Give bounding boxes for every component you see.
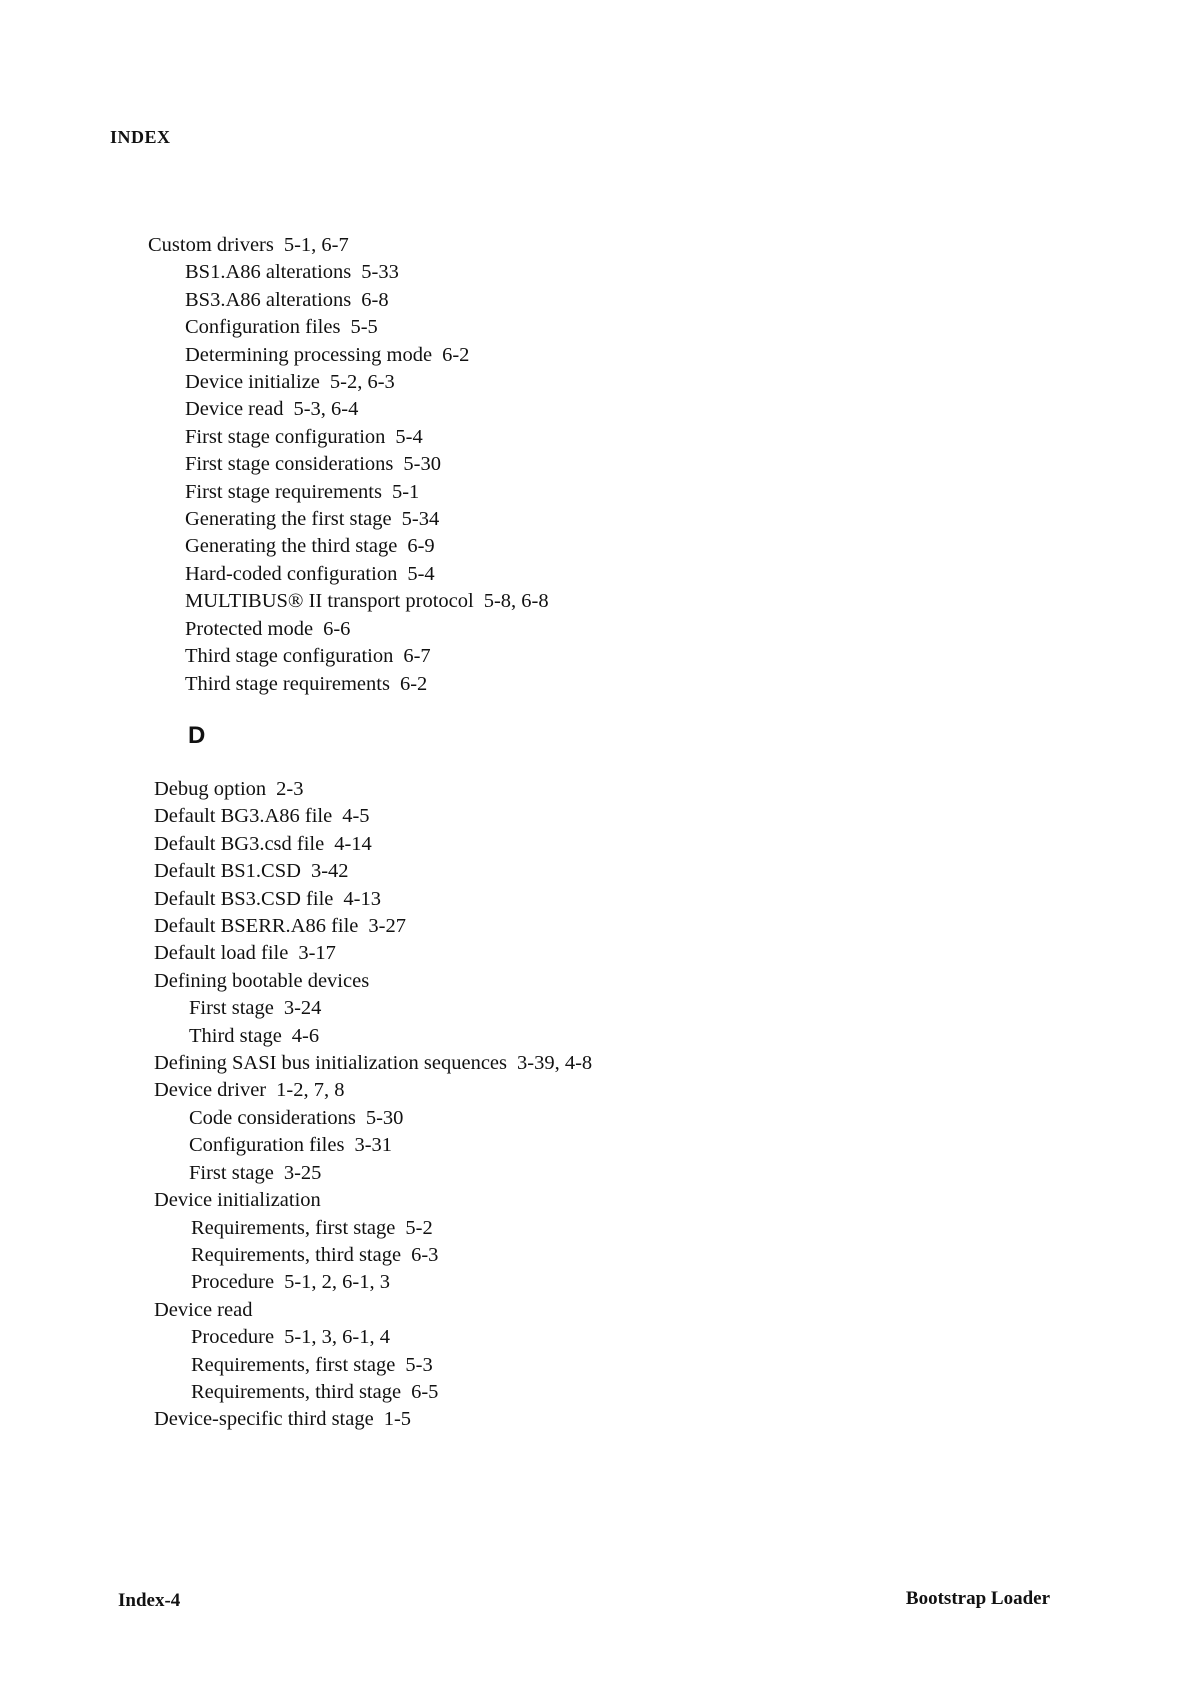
index-page-refs: 5-30	[403, 453, 441, 476]
index-page-refs: 5-3	[405, 1353, 433, 1376]
index-subentry	[148, 561, 549, 588]
index-page-refs: 5-1	[391, 480, 420, 503]
index-term: First stage	[189, 1161, 274, 1184]
index-term: Configuration files	[189, 1134, 345, 1157]
index-term: Device-specific third stage	[154, 1408, 374, 1431]
index-term: Default load file	[154, 942, 289, 965]
index-term: Device read	[185, 398, 284, 421]
index-entry	[154, 776, 592, 803]
index-term: First stage requirements	[185, 480, 382, 503]
index-term: Debug option	[154, 778, 267, 800]
index-term: First stage	[189, 997, 274, 1020]
index-entry	[154, 968, 592, 995]
section-letter-d: D	[188, 722, 206, 749]
index-subentry	[148, 259, 549, 286]
index-subentry	[148, 479, 549, 506]
index-page-refs: 5-1, 6-7	[283, 234, 349, 256]
index-page-refs: 4-5	[342, 805, 370, 828]
index-term: Generating the first stage	[185, 508, 392, 531]
index-term: Defining bootable devices	[154, 969, 370, 992]
index-page-refs: 5-4	[407, 562, 435, 585]
index-page-refs: 4-14	[334, 832, 372, 855]
index-subentry	[154, 1105, 592, 1132]
index-page-refs: 6-2	[442, 343, 470, 366]
page-number: Index-4	[118, 1590, 181, 1611]
index-subentry	[154, 995, 592, 1022]
index-entry	[154, 1187, 592, 1214]
index-subentry	[148, 671, 549, 698]
index-term: Third stage configuration	[185, 645, 394, 668]
index-subentry	[154, 1215, 592, 1242]
book-title: Bootstrap Loader	[905, 1588, 1050, 1609]
index-term: Third stage	[189, 1024, 282, 1047]
index-term: Default BG3.csd file	[154, 832, 325, 855]
index-subentry	[148, 396, 549, 423]
index-subentry	[154, 1132, 592, 1159]
index-entry	[154, 1297, 592, 1324]
index-page-refs: 2-3	[276, 778, 304, 800]
index-subentry	[148, 424, 549, 451]
index-term: Procedure	[191, 1271, 275, 1294]
index-page-refs: 5-2, 6-3	[329, 371, 395, 394]
page-header: INDEX	[110, 127, 171, 147]
index-subentry	[148, 588, 549, 615]
index-term: Procedure	[191, 1326, 275, 1349]
index-term: Determining processing mode	[185, 343, 433, 366]
index-entry	[154, 858, 592, 885]
index-term: Hard-coded configuration	[185, 562, 398, 585]
index-term: Code considerations	[189, 1106, 356, 1129]
index-page-refs: 3-42	[310, 860, 349, 883]
index-term: Generating the third stage	[185, 535, 398, 558]
index-term: Requirements, first stage	[191, 1216, 396, 1239]
index-page-refs: 6-6	[323, 617, 351, 640]
index-term: Default BS1.CSD	[154, 860, 301, 883]
index-subentry	[154, 1242, 592, 1269]
index-page-refs: 5-4	[395, 425, 423, 448]
index-subentry	[148, 369, 549, 396]
index-term: Device driver	[154, 1079, 267, 1102]
index-entry	[154, 940, 592, 967]
index-page-refs: 5-2	[405, 1216, 433, 1239]
index-term: MULTIBUS® II transport protocol	[185, 590, 474, 613]
index-subentry	[148, 451, 549, 478]
index-term: Requirements, third stage	[191, 1243, 402, 1266]
index-term: Requirements, first stage	[191, 1353, 396, 1376]
index-term: BS3.A86 alterations	[185, 288, 352, 311]
index-entry	[154, 803, 592, 830]
index-page-refs: 3-31	[354, 1134, 393, 1157]
index-term: Protected mode	[185, 617, 314, 640]
index-term: Device read	[154, 1298, 253, 1321]
index-entry	[154, 831, 592, 858]
index-subentry	[148, 314, 549, 341]
index-page-refs: 4-13	[343, 887, 381, 910]
index-entry	[148, 232, 549, 259]
index-page-refs: 3-17	[298, 942, 336, 965]
index-term: Configuration files	[185, 316, 341, 339]
index-term: BS1.A86 alterations	[185, 261, 352, 284]
index-subentry	[154, 1379, 592, 1406]
index-term: First stage considerations	[185, 453, 394, 476]
index-page-refs: 6-7	[403, 645, 431, 668]
index-section-c	[148, 232, 549, 698]
index-term: Default BSERR.A86 file	[154, 915, 359, 938]
index-page-refs: 5-1, 3, 6-1, 4	[284, 1326, 391, 1349]
index-page-refs: 3-25	[283, 1161, 322, 1184]
index-entry	[154, 1406, 592, 1433]
index-term: Custom drivers	[148, 234, 274, 256]
index-entry	[154, 913, 592, 940]
index-subentry	[154, 1269, 592, 1296]
index-page-refs: 6-9	[407, 535, 435, 558]
index-page-refs: 5-30	[365, 1106, 404, 1129]
index-section-d	[154, 776, 592, 1434]
index-subentry	[148, 342, 549, 369]
index-entry	[154, 886, 592, 913]
index-subentry	[154, 1352, 592, 1379]
index-page-refs: 5-3, 6-4	[293, 398, 359, 421]
index-term: Third stage requirements	[185, 672, 390, 695]
index-subentry	[148, 533, 549, 560]
index-subentry	[154, 1160, 592, 1187]
index-term: Default BS3.CSD file	[154, 887, 334, 910]
index-page-refs: 4-6	[291, 1024, 320, 1047]
index-page-refs: 5-34	[401, 508, 440, 531]
index-term: First stage configuration	[185, 425, 386, 448]
index-term: Device initialization	[154, 1189, 321, 1212]
index-term: Defining SASI bus initialization sequences	[154, 1052, 507, 1075]
index-entry	[154, 1077, 592, 1104]
index-page-refs: 3-27	[368, 915, 406, 938]
index-term: Default BG3.A86 file	[154, 805, 333, 828]
index-term: Requirements, third stage	[191, 1380, 402, 1403]
index-subentry	[154, 1023, 592, 1050]
index-page-refs: 1-2, 7, 8	[276, 1079, 345, 1102]
index-subentry	[148, 287, 549, 314]
index-subentry	[148, 506, 549, 533]
index-page-refs: 3-24	[283, 997, 322, 1020]
index-page-refs: 6-3	[411, 1243, 439, 1266]
index-subentry	[148, 616, 549, 643]
index-page-refs: 5-1, 2, 6-1, 3	[284, 1271, 391, 1294]
index-term: Device initialize	[185, 371, 320, 394]
index-entry	[154, 1050, 592, 1077]
index-page-refs: 6-8	[361, 288, 389, 311]
index-page-refs: 6-2	[399, 672, 428, 695]
index-subentry	[148, 643, 549, 670]
index-page-refs: 5-33	[361, 261, 399, 284]
index-page-refs: 3-39, 4-8	[517, 1052, 593, 1075]
index-page-refs: 6-5	[411, 1380, 439, 1403]
index-page-refs: 5-5	[350, 316, 378, 339]
index-subentry	[154, 1324, 592, 1351]
index-page-refs: 5-8, 6-8	[483, 590, 549, 613]
index-page-refs: 1-5	[383, 1408, 412, 1431]
